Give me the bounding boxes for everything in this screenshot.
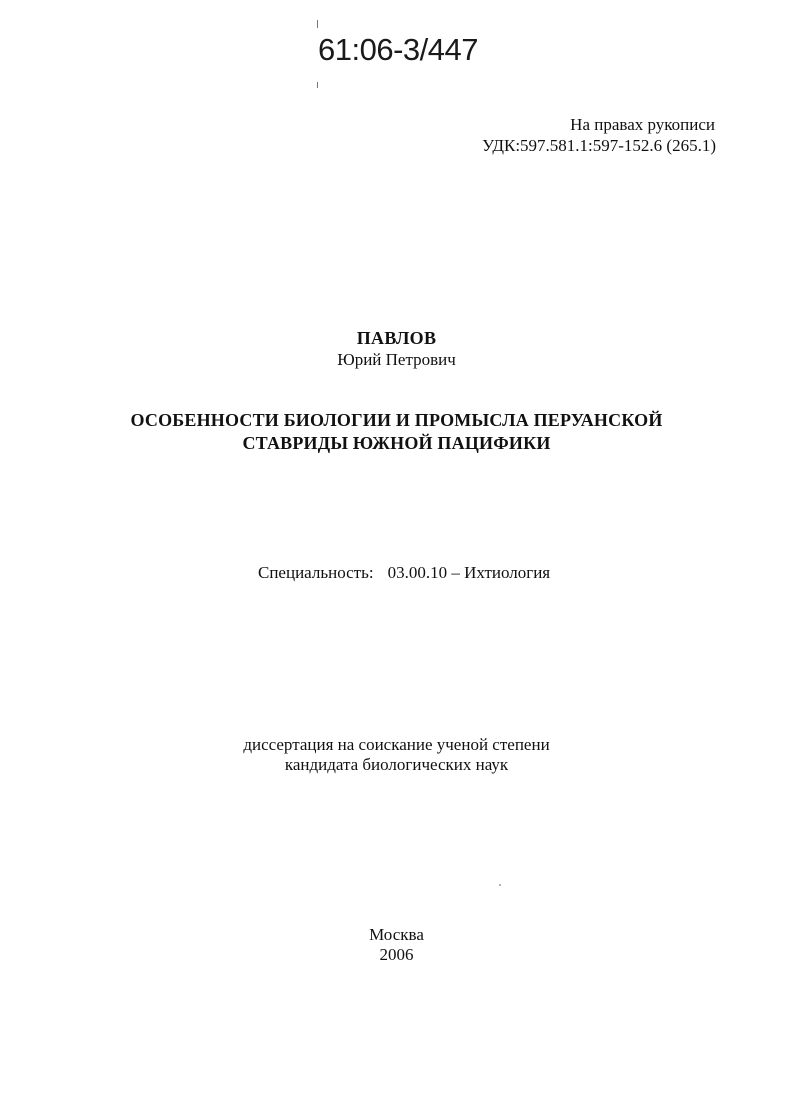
author-surname: ПАВЛОВ <box>356 328 437 348</box>
specialty-label: Специальность: <box>258 563 374 582</box>
degree-line-2: кандидата биологических наук <box>284 755 509 774</box>
specialty-code: 03.00.10 – Ихтиология <box>387 563 551 582</box>
degree-statement <box>0 735 793 775</box>
scan-artifact-mark <box>317 82 318 88</box>
title-line-2: СТАВРИДЫ ЮЖНОЙ ПАЦИФИКИ <box>242 433 551 453</box>
degree-line-1: диссертация на соискание ученой степени <box>243 735 550 754</box>
specialty-line <box>258 563 550 583</box>
rights-notice: На правах рукописи <box>570 115 715 134</box>
rights-block <box>482 114 715 156</box>
scan-artifact-dot <box>499 884 501 886</box>
udk-code: УДК:597.581.1:597-152.6 (265.1) <box>482 136 716 155</box>
title-line-1: ОСОБЕННОСТИ БИОЛОГИИ И ПРОМЫСЛА ПЕРУАНСКОЙ <box>130 410 663 430</box>
registry-stamp: 61:06-3/447 <box>318 32 478 67</box>
imprint-block <box>0 925 793 965</box>
author-given-names: Юрий Петрович <box>337 350 456 369</box>
scan-artifact-mark <box>317 20 318 28</box>
imprint-year: 2006 <box>379 945 414 964</box>
dissertation-title <box>0 409 793 455</box>
imprint-city: Москва <box>369 925 424 944</box>
